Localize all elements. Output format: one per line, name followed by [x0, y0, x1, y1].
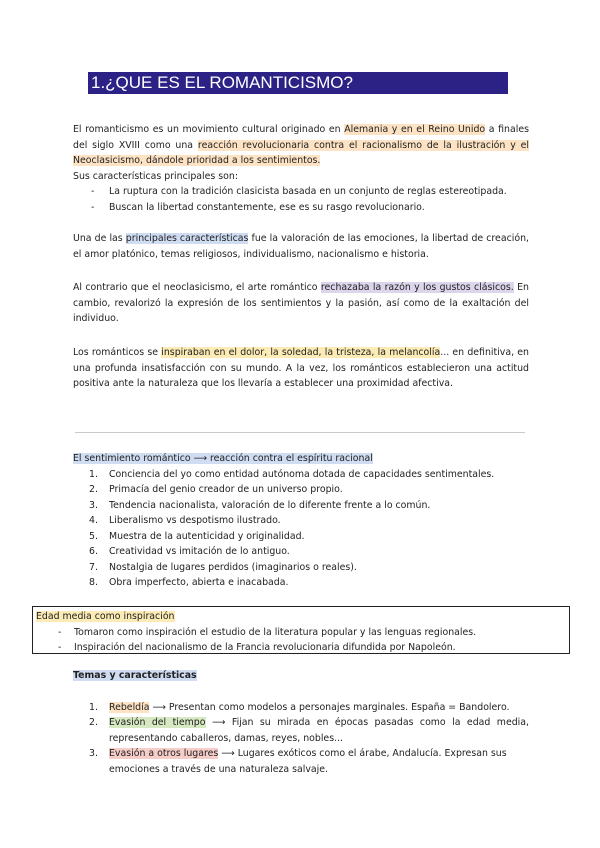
- highlight-evasion-lugares: Evasión a otros lugares: [109, 748, 219, 759]
- highlight-main-characteristics: principales características: [125, 233, 249, 244]
- highlight-origin: Alemania y en el Reino Unido: [344, 124, 486, 135]
- paragraph-inspiration: Los románticos se inspiraban en el dolor, la soledad, la tristeza, la melancolía... en definitiva, en una profunda insatisfacción con su mundo. A la vez, los románticos establecieron una actitud positiva ante la naturaleza que los llevaría a establecer una proximidad afectiva.: [73, 347, 529, 389]
- temas-list: [73, 700, 529, 778]
- section-heading: Temas y características: [73, 670, 197, 681]
- dash-marker: -: [91, 201, 95, 213]
- intro-paragraph: [73, 122, 529, 169]
- list-item: 2. Evasión del tiempo ⟶ Fijan su mirada en épocas pasadas como la edad media, representando caballeros, damas, reyes, nobles...: [89, 717, 529, 744]
- section-heading: Edad media como inspiración: [36, 611, 175, 622]
- list-item: 1. Rebeldía ⟶ Presentan como modelos a personajes marginales. España = Bandolero.: [89, 701, 510, 713]
- highlight-rejected-reason: rechazaba la razón y los gustos clásicos.: [320, 282, 514, 293]
- edad-media-box: [32, 606, 570, 654]
- dash-marker: -: [91, 186, 95, 197]
- dash-marker: -: [58, 626, 62, 638]
- list-item: - Tomaron como inspiración el estudio de la literatura popular y las lenguas regionales.: [36, 625, 566, 641]
- section-divider: [75, 432, 525, 433]
- dash-marker: -: [58, 642, 62, 653]
- list-item: 3. Tendencia nacionalista, valoración de lo diferente frente a lo común.: [89, 499, 431, 511]
- intro-text: El romanticismo es un movimiento cultural originado en: [73, 124, 345, 135]
- list-item: - Inspiración del nacionalismo de la Francia revolucionaria difundida por Napoleón.: [36, 640, 566, 656]
- intro-text: a finales del siglo XVIII como una: [73, 124, 529, 151]
- temas-section: [73, 668, 529, 777]
- list-item: 7. Nostalgia de lugares perdidos (imaginarios o reales).: [89, 561, 357, 573]
- list-item: - La ruptura con la tradición clasicista basada en un conjunto de reglas estereotipada.: [73, 184, 529, 200]
- highlight-rebeldia: Rebeldía: [109, 701, 150, 713]
- characteristics-list: [73, 184, 529, 215]
- sentimiento-section: [73, 451, 529, 591]
- characteristics-label: Sus características principales son:: [73, 170, 239, 182]
- list-item: 8. Obra imperfecto, abierta e inacabada.: [89, 577, 289, 588]
- list-item: 1. Conciencia del yo como entidad autónoma dotada de capacidades sentimentales.: [89, 468, 495, 480]
- sentimiento-list: [73, 467, 529, 591]
- highlight-evasion-tiempo: Evasión del tiempo: [109, 717, 206, 728]
- list-item: 6. Creatividad vs imitación de lo antiguo.: [89, 546, 290, 557]
- page-title: 1.¿QUE ES EL ROMANTICISMO?: [88, 72, 508, 94]
- edad-media-list: [36, 625, 566, 656]
- list-item: - Buscan la libertad constantemente, ese es su rasgo revolucionario.: [73, 200, 529, 216]
- list-item: 4. Liberalismo vs despotismo ilustrado.: [89, 515, 281, 526]
- paragraph-characteristics: Una de las principales características fue la valoración de las emociones, la libertad de creación, el amor platónico, temas religiosos, individualismo, nacionalismo e historia.: [73, 233, 529, 260]
- list-item: 5. Muestra de la autenticidad y originalidad.: [89, 530, 305, 542]
- list-item: 3. Evasión a otros lugares ⟶ Lugares exóticos como el árabe, Andalucía. Expresan sus emociones a través de una naturaleza salvaje.: [89, 748, 507, 775]
- list-item: 2. Primacía del genio creador de un universo propio.: [89, 484, 343, 495]
- section-heading: El sentimiento romántico ⟶ reacción contra el espíritu racional: [73, 453, 373, 464]
- highlight-reaction: reacción revolucionaria contra el racionalismo de la ilustración y el Neoclasicismo, dándole prioridad a los sentimientos.: [73, 139, 529, 166]
- intro-section: [73, 122, 529, 215]
- highlight-pain: inspiraban en el dolor, la soledad, la tristeza, la melancolía: [161, 347, 441, 358]
- paragraph-neoclassicism: Al contrario que el neoclasicismo, el arte romántico rechazaba la razón y los gustos clásicos. En cambio, revalorizó la expresión de los sentimientos y la pasión, así como de la exaltación del individuo.: [73, 282, 529, 324]
